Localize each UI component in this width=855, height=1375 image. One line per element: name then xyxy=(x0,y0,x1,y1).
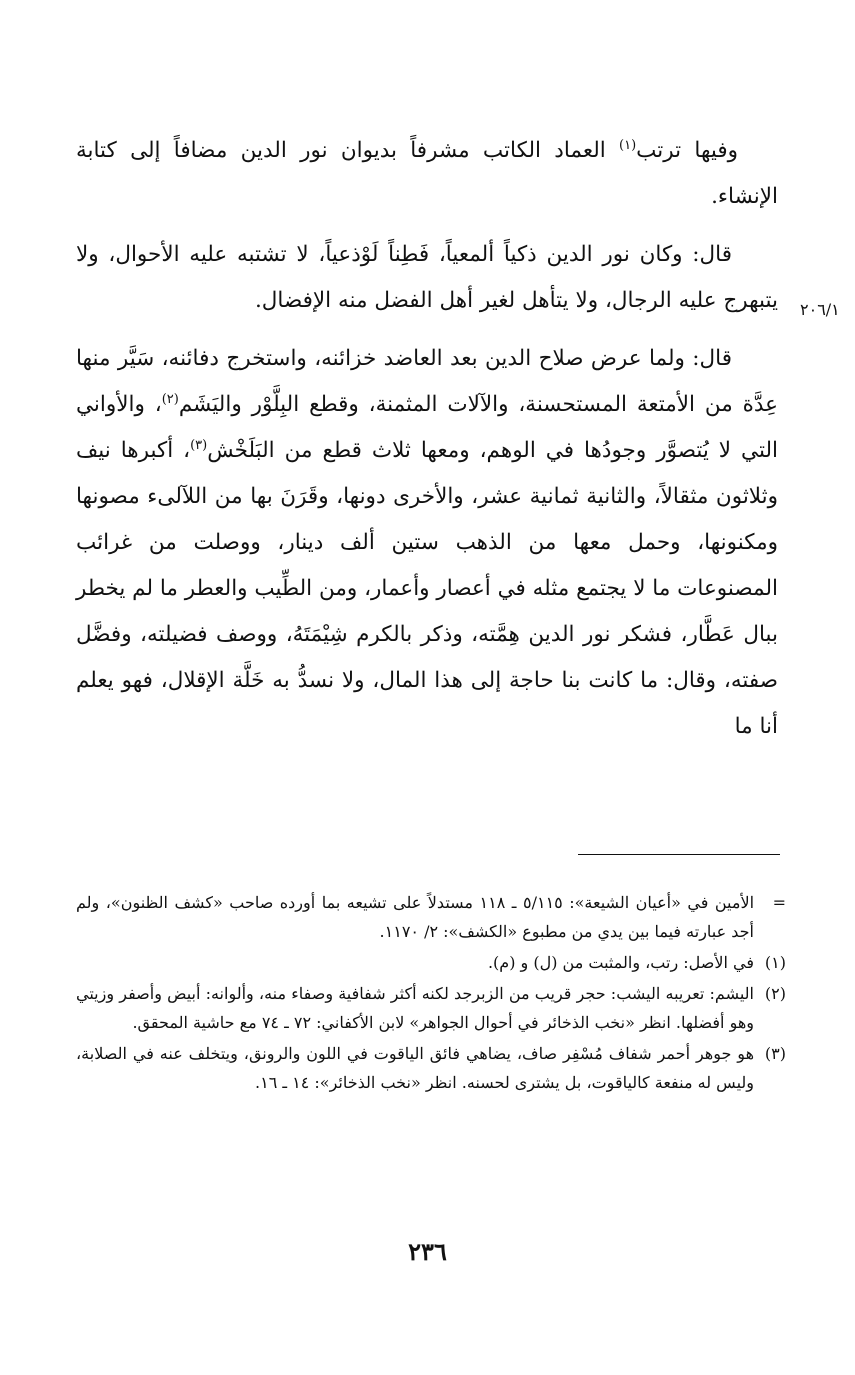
footnote-separator xyxy=(578,854,780,855)
paragraph-2: قال: وكان نور الدين ذكياً ألمعياً، فَطِناً لَوْذعياً، لا تشتبه عليه الأحوال، ولا يتبهرج عليه الرجال، ولا يتأهل لغير أهل الفضل منه الإفضال. xyxy=(76,242,778,313)
paragraph-3-part-3: ، أكبرها نيف وثلاثون مثقالاً، والثانية ثمانية عشر، والأخرى دونها، وقَرَنَ بها من اللآلىء مصونها ومكنونها، وحمل معها من الذهب ستين ألف دينار، ووصلت من غرائب المصنوعات ما لا يجتمع مثله في أعصار وأعمار، ومن الطِّيب والعطر ما لم يخطر ببال عَطَّار، فشكر نور الدين هِمَّته، وذكر بالكرم شِيْمَتَهُ، ووصف فضيلته، وفضَّل صفته، وقال: ما كانت بنا حاجة إلى هذا المال، ولا نسدُّ به خَلَّة الإقلال، فهو يعلم أنا ما xyxy=(75,438,778,739)
footnote-ref-2: (٢) xyxy=(161,391,179,407)
paragraph-1-before: وفيها ترتب xyxy=(636,138,738,163)
main-text xyxy=(76,128,778,762)
footnote-text: في الأصل: رتب، والمثبت من (ل) و (م). xyxy=(487,953,754,972)
page-number: ٢٣٦ xyxy=(408,1237,447,1266)
paragraph-3 xyxy=(76,336,778,750)
footnote-2 xyxy=(76,979,786,1037)
footnote-marker: (٢) xyxy=(764,984,786,1003)
margin-reference: ٢٠٦/١ xyxy=(800,300,840,319)
footnote-3 xyxy=(76,1039,786,1097)
footnote-ref-3: (٣) xyxy=(190,437,208,453)
footnote-1 xyxy=(76,948,786,977)
footnote-continuation xyxy=(76,888,786,946)
footnote-ref-1: (١) xyxy=(619,137,637,153)
paragraph-1-after: العماد الكاتب مشرفاً بديوان نور الدين مضافاً إلى كتابة الإنشاء. xyxy=(76,138,778,209)
paragraph-3-part-2: ، والأواني التي لا يُتصوَّر وجودُها في الوهم، ومعها ثلاث قطع من البَلَخْش xyxy=(76,392,778,463)
paragraph-3-part-1: قال: ولما عرض صلاح الدين بعد العاضد خزائنه، واستخرج دفائنه، سَيَّر منها عِدَّة من الأمتعة المستحسنة، والآلات المثمنة، وقطع البِلَّوْر واليَشَم xyxy=(76,346,778,417)
footnote-text: اليشم: تعريبه اليشب: حجر قريب من الزبرجد لكنه أكثر شفافية وصفاء منه، وألوانه: أبيض وأصفر وزيتي وهو أفضلها. انظر «نخب الذخائر في أحوال الجواهر» لابن الأكفاني: ٧٢ ـ ٧٤ مع حاشية المحقق. xyxy=(76,984,754,1032)
paragraph-1 xyxy=(76,128,778,220)
footnotes xyxy=(76,888,786,1099)
footnote-marker: (١) xyxy=(764,953,786,972)
footnote-text: الأمين في «أعيان الشيعة»: ٥/١١٥ ـ ١١٨ مستدلاً على تشيعه بما أورده صاحب «كشف الظنون»، ولم أجد عبارته فيما بين يدي من مطبوع «الكشف»: ٢/ ١١٧٠. xyxy=(76,893,755,941)
footnote-marker: = xyxy=(772,893,786,912)
footnote-text: هو جوهر أحمر شفاف مُسْفِر صاف، يضاهي فائق الياقوت في اللون والرونق، ويتخلف عنه في الصلابة، وليس له منفعة كالياقوت، بل يشترى لحسنه. انظر «نخب الذخائر»: ١٤ ـ ١٦. xyxy=(76,1044,754,1092)
footnote-marker: (٣) xyxy=(764,1044,786,1063)
